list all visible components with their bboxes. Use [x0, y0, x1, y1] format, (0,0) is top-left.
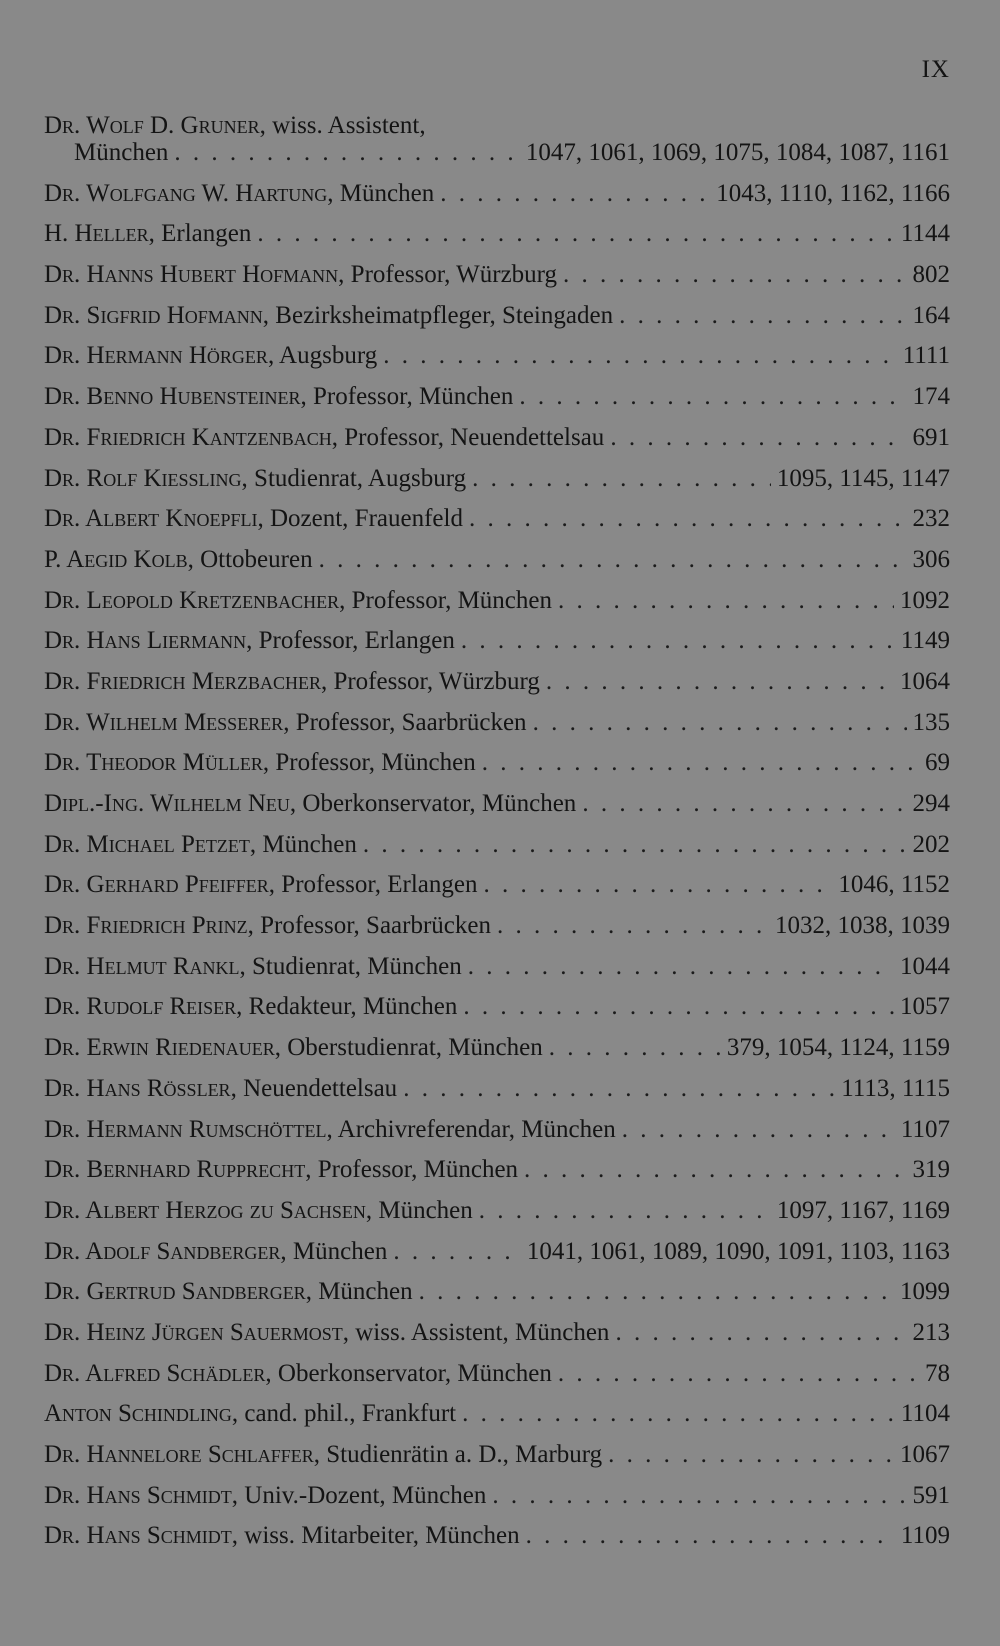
- entry-line: [44, 465, 950, 492]
- entry-line: [44, 1197, 950, 1224]
- page-references: 1064: [900, 667, 950, 695]
- contributor-description: , Professor, Saarbrücken: [283, 708, 527, 736]
- dot-leader: [463, 993, 894, 1020]
- contributor-description: , München: [365, 1196, 473, 1224]
- page-references: 319: [912, 1156, 950, 1184]
- entry-continuation-line: [44, 139, 950, 166]
- entry-line: [44, 587, 950, 614]
- contributor-name: Dr. Hans Schmidt: [44, 1522, 232, 1550]
- entry-line: [44, 302, 950, 329]
- contributor-name: Dr. Wolf D. Gruner: [44, 112, 260, 139]
- page-references: 1111: [902, 342, 950, 370]
- dot-leader: [608, 1441, 894, 1468]
- contributor-entry: [44, 953, 950, 980]
- dot-leader: [461, 627, 895, 654]
- entry-line: [44, 546, 950, 573]
- contributor-description: , Studienrat, Augsburg: [241, 464, 467, 492]
- contributor-entry: [44, 1238, 950, 1265]
- dot-leader: [533, 709, 907, 736]
- contributor-description: , Archivreferendar, München: [326, 1115, 616, 1143]
- contributor-name: Dr. Sigfrid Hofmann: [44, 301, 263, 329]
- entry-line: [44, 749, 950, 776]
- contributor-name: Dr. Rudolf Reiser: [44, 993, 237, 1021]
- contributor-description: , Augsburg: [267, 342, 378, 370]
- contributor-name: H. Heller: [44, 220, 149, 248]
- contributor-description: , Professor, Würzburg: [320, 667, 540, 695]
- contributor-description: , Professor, München: [300, 383, 514, 411]
- contributor-location: München: [74, 139, 169, 166]
- contributor-name: Dr. Leopold Kretzenbacher: [44, 586, 340, 614]
- contributor-entry: [44, 465, 950, 492]
- dot-leader: [549, 1034, 721, 1061]
- dot-leader: [469, 505, 907, 532]
- dot-leader: [563, 261, 906, 288]
- contributor-name: Dr. Alfred Schädler: [44, 1359, 266, 1387]
- contributor-entry: [44, 342, 950, 369]
- entry-line: [44, 1482, 950, 1509]
- entry-line: [44, 790, 950, 817]
- contributor-name: Dipl.-Ing. Wilhelm Neu: [44, 790, 290, 817]
- contributors-list: [44, 112, 950, 1563]
- entry-line: [44, 627, 950, 654]
- page-references: 1041, 1061, 1089, 1090, 1091, 1103, 1163: [526, 1237, 950, 1265]
- contributor-name: P. Aegid Kolb: [44, 545, 188, 573]
- contributor-description: , Erlangen: [148, 220, 252, 248]
- entry-line: [44, 505, 950, 532]
- page-number: IX: [921, 56, 950, 83]
- contributor-entry: [44, 993, 950, 1020]
- dot-leader: [619, 302, 906, 329]
- contributor-name: Dr. Rolf Kiessling: [44, 464, 242, 492]
- dot-leader: [558, 1360, 919, 1387]
- page-references: 294: [912, 790, 950, 817]
- page-references: 1113, 1115: [841, 1074, 950, 1102]
- page-references: 1107: [900, 1115, 950, 1143]
- dot-leader: [174, 139, 520, 166]
- contributor-name: Dr. Hanns Hubert Hofmann: [44, 261, 339, 289]
- dot-leader: [383, 342, 897, 369]
- contributor-entry: [44, 1034, 950, 1061]
- contributor-name: Dr. Wilhelm Messerer: [44, 708, 284, 736]
- dot-leader: [479, 1197, 771, 1224]
- page-references: 591: [912, 1481, 950, 1509]
- page-references: 1032, 1038, 1039: [775, 912, 950, 940]
- entry-line: [44, 424, 950, 451]
- contributor-description: , Bezirksheimatpfleger, Steingaden: [262, 301, 614, 329]
- contributor-description: , Professor, München: [262, 749, 476, 777]
- page-references: 78: [925, 1359, 950, 1387]
- dot-leader: [546, 668, 894, 695]
- dot-leader: [403, 1075, 835, 1102]
- contributor-entry: [44, 180, 950, 207]
- contributor-name: Dr. Hans Schmidt: [44, 1481, 232, 1509]
- contributor-description: , Oberstudienrat, München: [274, 1034, 543, 1062]
- contributor-description: , Oberkonservator, München: [265, 1359, 552, 1387]
- contributor-entry: [44, 1116, 950, 1143]
- contributor-entry: [44, 424, 950, 451]
- contributor-name: Dr. Albert Knoepfli: [44, 505, 258, 533]
- contributor-description: , München: [280, 1237, 388, 1265]
- contributor-description: , cand. phil., Frankfurt: [231, 1400, 457, 1428]
- contributor-entry: [44, 1400, 950, 1427]
- entry-line: [44, 831, 950, 858]
- contributor-entry: [44, 1197, 950, 1224]
- dot-leader: [558, 587, 894, 614]
- contributor-entry: [44, 1482, 950, 1509]
- dot-leader: [524, 1156, 906, 1183]
- contributor-entry: [44, 1360, 950, 1387]
- contributor-name: Dr. Hermann Rumschöttel: [44, 1115, 327, 1143]
- contributor-description: , Professor, Würzburg: [338, 261, 558, 289]
- contributor-name: Dr. Hermann Hörger: [44, 342, 268, 370]
- page-references: 1104: [900, 1400, 950, 1428]
- contributor-entry: [44, 505, 950, 532]
- contributor-description: , München: [327, 179, 435, 207]
- page-references: 1097, 1167, 1169: [776, 1196, 950, 1224]
- dot-leader: [615, 1319, 906, 1346]
- entry-line: [44, 1360, 950, 1387]
- dot-leader: [482, 749, 919, 776]
- entry-line: [44, 1156, 950, 1183]
- dot-leader: [472, 465, 771, 492]
- contributor-entry: [44, 668, 950, 695]
- entry-line: [44, 1034, 950, 1061]
- contributor-entry: [44, 1156, 950, 1183]
- contributor-name: Dr. Bernhard Rupprecht: [44, 1156, 306, 1184]
- contributor-entry: [44, 587, 950, 614]
- page-references: 1144: [900, 220, 950, 248]
- entry-line: [44, 1278, 950, 1305]
- contributor-entry: [44, 1522, 950, 1549]
- contributor-description: , Professor, Saarbrücken: [247, 912, 491, 940]
- page-references: 1067: [900, 1441, 950, 1468]
- page-references: 213: [912, 1318, 950, 1346]
- contributor-entry: [44, 912, 950, 939]
- dot-leader: [319, 546, 907, 573]
- entry-line: [44, 912, 950, 939]
- page-references: 1044: [900, 952, 950, 980]
- contributor-description: , Professor, München: [339, 586, 552, 614]
- page-references: 1043, 1110, 1162, 1166: [716, 179, 950, 207]
- dot-leader: [582, 790, 906, 817]
- entry-line: [44, 709, 950, 736]
- contributor-name: Dr. Gerhard Pfeiffer: [44, 871, 269, 899]
- contributor-description: , Professor, Erlangen: [268, 871, 478, 899]
- contributor-description: , Professor, Erlangen: [246, 627, 455, 655]
- page-references: 232: [912, 505, 950, 533]
- entry-line: [44, 1400, 950, 1427]
- page-references: 135: [912, 708, 950, 736]
- contributor-entry: [44, 871, 950, 898]
- contributor-name: Dr. Hans Liermann: [44, 627, 247, 655]
- page-references: 1046, 1152: [838, 871, 950, 899]
- entry-line: [44, 383, 950, 410]
- contributor-description: , Studienrat, München: [239, 952, 462, 980]
- contributor-name: Dr. Hans Rössler: [44, 1074, 231, 1102]
- contributor-description: , Oberkonservator, München: [289, 790, 577, 817]
- contributor-name: Dr. Erwin Riedenauer: [44, 1034, 275, 1062]
- contributor-name: Dr. Wolfgang W. Hartung: [44, 179, 328, 207]
- page-references: 69: [925, 749, 950, 777]
- dot-leader: [419, 1278, 894, 1305]
- dot-leader: [393, 1238, 521, 1265]
- contributor-name: Dr. Friedrich Merzbacher: [44, 667, 321, 695]
- contributor-name: Dr. Albert Herzog zu Sachsen: [44, 1196, 366, 1224]
- contributor-description: , wiss. Assistent,: [259, 112, 426, 139]
- entry-line: [44, 261, 950, 288]
- page-references: 1047, 1061, 1069, 1075, 1084, 1087, 1161: [525, 139, 950, 166]
- dot-leader: [497, 912, 769, 939]
- dot-leader: [257, 220, 895, 247]
- contributor-entry: [44, 383, 950, 410]
- dot-leader: [622, 1116, 895, 1143]
- contributor-description: , Professor, Neuendettelsau: [331, 423, 605, 451]
- contributor-name: Dr. Michael Petzet: [44, 830, 250, 858]
- page-references: 306: [912, 545, 950, 573]
- contributor-name: Dr. Gertrud Sandberger: [44, 1278, 306, 1306]
- dot-leader: [363, 831, 907, 858]
- contributor-description: , Ottobeuren: [187, 545, 313, 573]
- contributor-name: Anton Schindling: [44, 1400, 232, 1428]
- page-references: 164: [912, 301, 950, 329]
- dot-leader: [526, 1522, 895, 1549]
- contributor-name: Dr. Adolf Sandberger: [44, 1237, 281, 1265]
- page-references: 691: [912, 423, 950, 451]
- page-references: 1149: [900, 627, 950, 655]
- contributor-name: Dr. Theodor Müller: [44, 749, 263, 777]
- entry-line: [44, 1116, 950, 1143]
- entry-line: [44, 180, 950, 207]
- contributor-description: , wiss. Assistent, München: [342, 1318, 610, 1346]
- entry-line: [44, 1075, 950, 1102]
- entry-line: [44, 112, 950, 139]
- contributor-name: Dr. Heinz Jürgen Sauermost: [44, 1318, 343, 1346]
- contributor-name: Dr. Hannelore Schlaffer: [44, 1441, 314, 1468]
- contributor-entry: [44, 627, 950, 654]
- page-references: 174: [912, 383, 950, 411]
- entry-line: [44, 1441, 950, 1468]
- contributor-description: , Neuendettelsau: [230, 1074, 398, 1102]
- dot-leader: [492, 1482, 906, 1509]
- contributor-description: , Professor, München: [305, 1156, 519, 1184]
- contributor-entry: [44, 1441, 950, 1468]
- page-references: 1109: [900, 1522, 950, 1550]
- dot-leader: [610, 424, 906, 451]
- page-references: 1092: [900, 586, 950, 614]
- contributor-entry: [44, 790, 950, 817]
- contributor-description: , Dozent, Frauenfeld: [257, 505, 463, 533]
- entry-line: [44, 220, 950, 247]
- entry-line: [44, 953, 950, 980]
- contributor-name: Dr. Friedrich Prinz: [44, 912, 248, 940]
- contributor-entry: [44, 831, 950, 858]
- page-references: 1095, 1145, 1147: [776, 464, 950, 492]
- page-references: 802: [912, 261, 950, 289]
- contributor-entry: [44, 302, 950, 329]
- contributor-entry: [44, 220, 950, 247]
- entry-line: [44, 1238, 950, 1265]
- contributor-name: Dr. Friedrich Kantzenbach: [44, 423, 332, 451]
- entry-line: [44, 342, 950, 369]
- contributor-entry: [44, 1075, 950, 1102]
- dot-leader: [468, 953, 894, 980]
- page-references: 202: [912, 830, 950, 858]
- contributor-name: Dr. Benno Hubensteiner: [44, 383, 301, 411]
- entry-line: [44, 871, 950, 898]
- contributor-description: , wiss. Mitarbeiter, München: [231, 1522, 520, 1550]
- contributor-name: Dr. Helmut Rankl: [44, 952, 240, 980]
- contributor-entry: [44, 112, 950, 166]
- contributor-entry: [44, 709, 950, 736]
- dot-leader: [519, 383, 906, 410]
- entry-line: [44, 993, 950, 1020]
- contributor-description: , Univ.-Dozent, München: [231, 1481, 487, 1509]
- contributor-entry: [44, 261, 950, 288]
- contributor-description: , Studienrätin a. D., Marburg: [313, 1441, 603, 1468]
- contributor-entry: [44, 749, 950, 776]
- contributor-entry: [44, 1278, 950, 1305]
- page-references: 1057: [900, 993, 950, 1021]
- contributor-description: , München: [249, 830, 357, 858]
- dot-leader: [483, 871, 832, 898]
- entry-line: [44, 1319, 950, 1346]
- contributor-entry: [44, 546, 950, 573]
- contributor-description: , München: [305, 1278, 413, 1306]
- dot-leader: [440, 180, 710, 207]
- contributor-entry: [44, 1319, 950, 1346]
- contributor-description: , Redakteur, München: [236, 993, 458, 1021]
- entry-line: [44, 1522, 950, 1549]
- dot-leader: [462, 1400, 895, 1427]
- page-references: 379, 1054, 1124, 1159: [726, 1034, 950, 1062]
- entry-line: [44, 668, 950, 695]
- page-references: 1099: [900, 1278, 950, 1306]
